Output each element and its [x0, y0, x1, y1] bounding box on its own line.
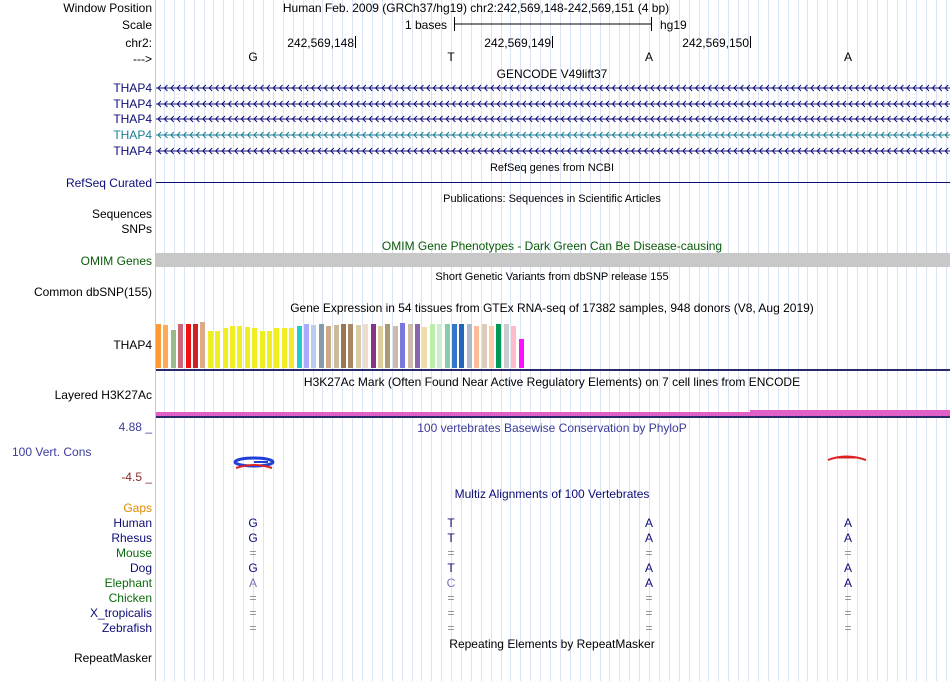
gtex-tissue-bar[interactable]	[156, 324, 161, 368]
gencode-track-title: GENCODE V49lift37	[496, 67, 608, 81]
multiz-aligned-base: T	[447, 516, 455, 530]
multiz-aligned-base: C	[446, 576, 456, 590]
gtex-tissue-bar[interactable]	[371, 324, 376, 368]
multiz-aligned-base: T	[447, 561, 455, 575]
snps-track-label[interactable]: SNPs	[121, 222, 152, 236]
gtex-tissue-bar[interactable]	[208, 331, 213, 368]
gtex-tissue-bar[interactable]	[356, 325, 361, 368]
position-tick-label: 242,569,148	[287, 36, 354, 50]
logo-A	[828, 457, 866, 461]
gtex-expression-bars[interactable]	[156, 316, 950, 368]
gtex-tissue-bar[interactable]	[289, 328, 294, 368]
scale-db-text: hg19	[660, 18, 687, 32]
logo-G	[235, 458, 273, 468]
multiz-aligned-base: A	[644, 576, 654, 590]
omim-track-label[interactable]: OMIM Genes	[80, 254, 152, 268]
assembly-position-text: Human Feb. 2009 (GRCh37/hg19) chr2:242,569,148-242,569,151 (4 bp)	[282, 1, 670, 15]
multiz-species-label[interactable]: Mouse	[115, 546, 152, 560]
gencode-transcript-strand[interactable]	[156, 114, 950, 124]
gencode-transcript-strand[interactable]	[156, 146, 950, 156]
refseq-track-title: RefSeq genes from NCBI	[489, 162, 615, 174]
gtex-tissue-bar[interactable]	[334, 325, 339, 368]
reference-base: A	[644, 50, 654, 64]
gtex-tissue-bar[interactable]	[341, 324, 346, 368]
gtex-tissue-bar[interactable]	[245, 327, 250, 368]
refseq-track-label[interactable]: RefSeq Curated	[65, 176, 152, 190]
gtex-tissue-bar[interactable]	[474, 326, 479, 368]
multiz-aligned-base: A	[843, 561, 853, 575]
gtex-tissue-bar[interactable]	[467, 324, 472, 368]
gtex-tissue-bar[interactable]	[519, 339, 524, 368]
scale-bases-text: 1 bases	[404, 18, 448, 32]
gtex-tissue-bar[interactable]	[252, 328, 257, 368]
gtex-tissue-bar[interactable]	[163, 325, 168, 368]
multiz-aligned-base: G	[248, 561, 258, 575]
multiz-aligned-base: =	[645, 591, 653, 605]
gtex-tissue-bar[interactable]	[511, 326, 516, 368]
gtex-tissue-bar[interactable]	[319, 324, 324, 368]
multiz-aligned-base: =	[447, 621, 455, 635]
position-tick-label: 242,569,149	[484, 36, 551, 50]
gtex-tissue-bar[interactable]	[445, 324, 450, 368]
conservation-ymax-label: 4.88 _	[118, 420, 152, 434]
gtex-tissue-bar[interactable]	[393, 326, 398, 368]
h3k27ac-baseline	[156, 416, 950, 418]
scale-label: Scale	[121, 18, 152, 32]
multiz-aligned-base: =	[249, 621, 257, 635]
multiz-aligned-base: =	[645, 546, 653, 560]
gencode-track-label[interactable]: THAP4	[113, 81, 152, 95]
multiz-aligned-base: =	[447, 546, 455, 560]
publications-track-title: Publications: Sequences in Scientific Articles	[443, 193, 661, 205]
conservation-ymin-label: -4.5 _	[121, 470, 152, 484]
multiz-aligned-base: =	[249, 591, 257, 605]
gtex-tissue-bar[interactable]	[348, 324, 353, 368]
gencode-transcript-strand[interactable]	[156, 130, 950, 140]
gtex-tissue-bar[interactable]	[363, 324, 368, 368]
multiz-species-label[interactable]: Human	[113, 516, 152, 530]
gencode-track-label[interactable]: THAP4	[113, 128, 152, 142]
gencode-transcript-strand[interactable]	[156, 99, 950, 109]
multiz-aligned-base: A	[644, 561, 654, 575]
h3k27ac-track-label[interactable]: Layered H3K27Ac	[54, 388, 152, 402]
multiz-aligned-base: A	[248, 576, 258, 590]
multiz-aligned-base: A	[644, 531, 654, 545]
gencode-track-label[interactable]: THAP4	[113, 97, 152, 111]
refseq-gene-line[interactable]	[156, 182, 950, 183]
multiz-aligned-base: =	[844, 606, 852, 620]
multiz-aligned-base: =	[447, 606, 455, 620]
multiz-aligned-base: =	[249, 606, 257, 620]
multiz-aligned-base: T	[447, 531, 455, 545]
gtex-tissue-bar[interactable]	[482, 324, 487, 368]
gtex-track-label[interactable]: THAP4	[113, 338, 152, 352]
multiz-aligned-base: G	[248, 516, 258, 530]
multiz-species-label[interactable]: Chicken	[108, 591, 152, 605]
gtex-tissue-bar[interactable]	[430, 324, 435, 368]
gtex-tissue-bar[interactable]	[178, 324, 183, 368]
gtex-tissue-bar[interactable]	[408, 324, 413, 368]
gencode-track-label[interactable]: THAP4	[113, 144, 152, 158]
conservation-track-label[interactable]: 100 Vert. Cons	[12, 445, 92, 459]
multiz-aligned-base: A	[843, 531, 853, 545]
gencode-transcript-strand[interactable]	[156, 83, 950, 93]
conservation-track-title: 100 vertebrates Basewise Conservation by PhyloP	[417, 421, 687, 435]
gtex-tissue-bar[interactable]	[186, 324, 191, 368]
gaps-track-label[interactable]: Gaps	[123, 501, 152, 515]
gtex-tissue-bar[interactable]	[200, 322, 205, 368]
multiz-aligned-base: A	[843, 576, 853, 590]
gtex-tissue-bar[interactable]	[237, 326, 242, 368]
repeatmasker-track-title: Repeating Elements by RepeatMasker	[449, 637, 655, 651]
multiz-species-label[interactable]: Rhesus	[111, 531, 152, 545]
gtex-tissue-bar[interactable]	[489, 326, 494, 368]
repeatmasker-track-label[interactable]: RepeatMasker	[73, 651, 152, 665]
sequences-track-label[interactable]: Sequences	[91, 207, 152, 221]
multiz-aligned-base: =	[844, 546, 852, 560]
multiz-aligned-base: =	[645, 621, 653, 635]
gtex-tissue-bar[interactable]	[385, 324, 390, 368]
multiz-aligned-base: =	[447, 591, 455, 605]
reference-base: G	[248, 50, 258, 64]
reference-base: A	[843, 50, 853, 64]
multiz-species-label[interactable]: Elephant	[104, 576, 152, 590]
gtex-tissue-bar[interactable]	[378, 326, 383, 368]
gtex-tissue-bar[interactable]	[274, 328, 279, 368]
gtex-tissue-bar[interactable]	[215, 331, 220, 368]
gtex-tissue-bar[interactable]	[496, 324, 501, 368]
omim-track-title: OMIM Gene Phenotypes - Dark Green Can Be Disease-causing	[381, 239, 723, 253]
omim-gene-bar[interactable]	[156, 253, 950, 267]
multiz-species-label[interactable]: Zebrafish	[101, 621, 152, 635]
gtex-tissue-bar[interactable]	[282, 328, 287, 368]
scale-bar	[156, 14, 950, 36]
gtex-tissue-bar[interactable]	[437, 324, 442, 368]
gencode-track-label[interactable]: THAP4	[113, 112, 152, 126]
strand-label: --->	[133, 52, 152, 66]
multiz-aligned-base: =	[645, 606, 653, 620]
multiz-aligned-base: =	[249, 546, 257, 560]
gtex-tissue-bar[interactable]	[223, 328, 228, 368]
track-data-area[interactable]	[156, 0, 950, 681]
gtex-tissue-bar[interactable]	[267, 331, 272, 368]
multiz-species-label[interactable]: X_tropicalis	[89, 606, 152, 620]
chrom-label: chr2:	[125, 36, 152, 50]
gtex-tissue-bar[interactable]	[297, 326, 302, 368]
dbsnp-track-title: Short Genetic Variants from dbSNP release 155	[435, 271, 669, 283]
gtex-tissue-bar[interactable]	[415, 324, 420, 368]
gtex-tissue-bar[interactable]	[230, 326, 235, 368]
position-tick-label: 242,569,150	[682, 36, 749, 50]
h3k27ac-track-title: H3K27Ac Mark (Often Found Near Active Regulatory Elements) on 7 cell lines from ENCODE	[303, 375, 801, 389]
gtex-track-title: Gene Expression in 54 tissues from GTEx RNA-seq of 17382 samples, 948 donors (V8, Aug 2019)	[290, 301, 814, 315]
multiz-aligned-base: G	[248, 531, 258, 545]
gtex-tissue-bar[interactable]	[422, 327, 427, 368]
gtex-baseline	[156, 369, 950, 371]
multiz-aligned-base: =	[844, 621, 852, 635]
dbsnp-track-label[interactable]: Common dbSNP(155)	[33, 285, 152, 299]
gtex-tissue-bar[interactable]	[400, 323, 405, 368]
multiz-aligned-base: A	[644, 516, 654, 530]
gtex-tissue-bar[interactable]	[504, 324, 509, 368]
gtex-tissue-bar[interactable]	[171, 330, 176, 368]
gtex-tissue-bar[interactable]	[304, 324, 309, 368]
track-labels-column	[0, 0, 156, 681]
multiz-species-label[interactable]: Dog	[129, 561, 152, 575]
window-position-label: Window Position	[63, 1, 152, 15]
multiz-aligned-base: A	[843, 516, 853, 530]
gtex-tissue-bar[interactable]	[326, 326, 331, 368]
gtex-tissue-bar[interactable]	[459, 324, 464, 368]
conservation-logos[interactable]	[156, 452, 950, 474]
position-ticks	[156, 34, 950, 50]
gtex-tissue-bar[interactable]	[193, 324, 198, 368]
gtex-tissue-bar[interactable]	[452, 324, 457, 368]
reference-base: T	[447, 50, 455, 64]
multiz-track-title: Multiz Alignments of 100 Vertebrates	[454, 487, 650, 501]
gtex-tissue-bar[interactable]	[311, 325, 316, 368]
gtex-tissue-bar[interactable]	[260, 331, 265, 368]
multiz-aligned-base: =	[844, 591, 852, 605]
